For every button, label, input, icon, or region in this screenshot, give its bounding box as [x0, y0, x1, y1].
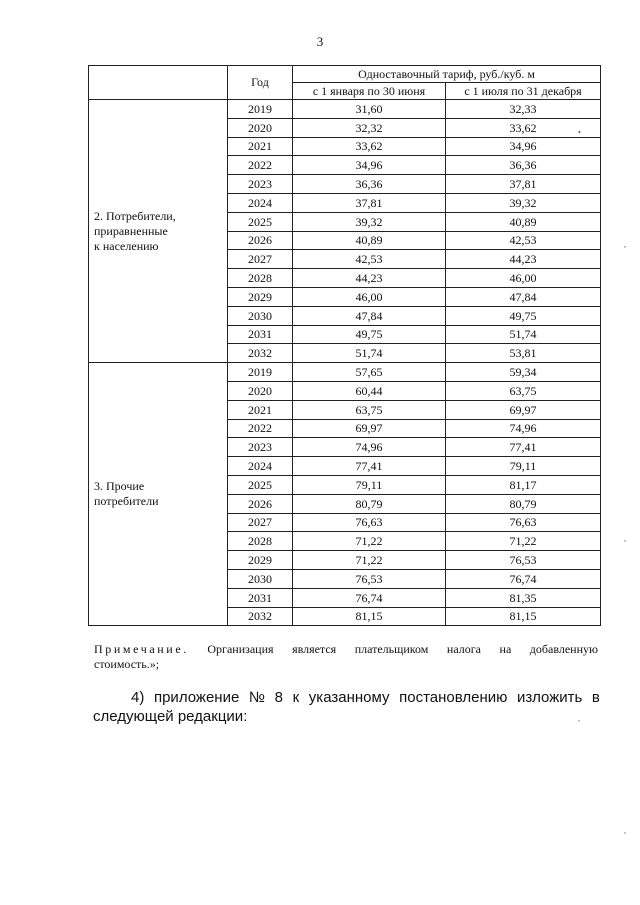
tariff-h2-cell: 69,97: [446, 400, 601, 419]
tariff-h1-cell: 71,22: [293, 551, 446, 570]
tariff-h2-cell: 46,00: [446, 269, 601, 288]
tariff-h2-cell: 36,36: [446, 156, 601, 175]
tariff-h2-cell: 32,33: [446, 100, 601, 119]
tariff-h1-cell: 42,53: [293, 250, 446, 269]
tariff-h1-cell: 71,22: [293, 532, 446, 551]
paragraph-word: №: [248, 689, 266, 706]
amendment-paragraph: [93, 688, 600, 726]
header-period-2: с 1 июля по 31 декабря: [446, 83, 601, 100]
tariff-h2-cell: 39,32: [446, 193, 601, 212]
header-year: Год: [228, 66, 293, 100]
page-number: 3: [316, 34, 324, 49]
scan-speck: ,: [624, 826, 626, 835]
consumer-group-label-line: к населению: [94, 238, 159, 253]
footnote-word: плательщиком: [354, 642, 429, 656]
tariff-h2-cell: 59,34: [446, 363, 601, 382]
tariff-h2-cell: 47,84: [446, 287, 601, 306]
year-cell: 2029: [228, 287, 293, 306]
consumer-group-label-line: 2. Потребители,: [94, 208, 176, 223]
year-cell: 2022: [228, 419, 293, 438]
table-body: [89, 100, 601, 626]
year-cell: 2025: [228, 475, 293, 494]
paragraph-word: указанному: [308, 689, 390, 706]
tariff-h1-cell: 57,65: [293, 363, 446, 382]
tariff-table: [88, 65, 601, 626]
tariff-h1-cell: 40,89: [293, 231, 446, 250]
tariff-h2-cell: 33,62: [446, 118, 601, 137]
year-cell: 2030: [228, 306, 293, 325]
tariff-h1-cell: 77,41: [293, 457, 446, 476]
year-cell: 2023: [228, 175, 293, 194]
year-cell: 2028: [228, 532, 293, 551]
year-cell: 2027: [228, 513, 293, 532]
year-cell: 2020: [228, 118, 293, 137]
tariff-h2-cell: 37,81: [446, 175, 601, 194]
scan-speck: ,: [578, 714, 580, 723]
year-cell: 2031: [228, 588, 293, 607]
year-cell: 2026: [228, 231, 293, 250]
tariff-h1-cell: 49,75: [293, 325, 446, 344]
tariff-h1-cell: 39,32: [293, 212, 446, 231]
consumer-group-label-line: 3. Прочие: [94, 479, 145, 494]
year-cell: 2021: [228, 400, 293, 419]
footnote-line-2: стоимость.»;: [94, 657, 160, 671]
tariff-h2-cell: 81,15: [446, 607, 601, 626]
tariff-h2-cell: 79,11: [446, 457, 601, 476]
tariff-h1-cell: 33,62: [293, 137, 446, 156]
scan-speck: ,: [624, 240, 626, 249]
paragraph-line-2: следующей редакции:: [93, 708, 248, 725]
consumer-group-label-line: потребители: [94, 494, 159, 509]
tariff-h1-cell: 74,96: [293, 438, 446, 457]
year-cell: 2019: [228, 100, 293, 119]
paragraph-word: изложить: [517, 689, 583, 706]
scan-speck: •: [578, 128, 581, 137]
table-row: [89, 100, 601, 119]
consumer-group-label-line: приравненные: [94, 223, 168, 238]
footnote-word: на: [499, 642, 512, 656]
tariff-h2-cell: 42,53: [446, 231, 601, 250]
year-cell: 2019: [228, 363, 293, 382]
year-cell: 2024: [228, 457, 293, 476]
tariff-h1-cell: 31,60: [293, 100, 446, 119]
table-header: [89, 66, 601, 100]
tariff-h2-cell: 53,81: [446, 344, 601, 363]
tariff-h1-cell: 69,97: [293, 419, 446, 438]
tariff-h1-cell: 81,15: [293, 607, 446, 626]
tariff-h1-cell: 44,23: [293, 269, 446, 288]
tariff-h1-cell: 63,75: [293, 400, 446, 419]
tariff-h1-cell: 32,32: [293, 118, 446, 137]
footnote-line-1: [94, 642, 598, 657]
tariff-h2-cell: 81,17: [446, 475, 601, 494]
year-cell: 2032: [228, 607, 293, 626]
paragraph-word: постановлению: [399, 689, 508, 706]
tariff-h2-cell: 76,63: [446, 513, 601, 532]
scan-speck: ,: [624, 534, 626, 543]
paragraph-word: к: [292, 689, 300, 706]
tariff-h1-cell: 76,53: [293, 569, 446, 588]
consumer-group-cell: [89, 363, 228, 626]
paragraph-line-1: [93, 688, 600, 707]
tariff-h1-cell: 47,84: [293, 306, 446, 325]
tariff-h2-cell: 76,74: [446, 569, 601, 588]
tariff-h1-cell: 76,74: [293, 588, 446, 607]
tariff-h2-cell: 80,79: [446, 494, 601, 513]
tariff-h1-cell: 46,00: [293, 287, 446, 306]
tariff-h1-cell: 76,63: [293, 513, 446, 532]
paragraph-word: 4): [131, 689, 145, 706]
footnote-word: налога: [446, 642, 482, 656]
year-cell: 2030: [228, 569, 293, 588]
tariff-h2-cell: 49,75: [446, 306, 601, 325]
year-cell: 2022: [228, 156, 293, 175]
tariff-h1-cell: 79,11: [293, 475, 446, 494]
consumer-group-cell: [89, 100, 228, 363]
tariff-h2-cell: 34,96: [446, 137, 601, 156]
year-cell: 2025: [228, 212, 293, 231]
tariff-h1-cell: 37,81: [293, 193, 446, 212]
year-cell: 2024: [228, 193, 293, 212]
footnote: [94, 642, 598, 672]
paragraph-word: приложение: [153, 689, 240, 706]
year-cell: 2028: [228, 269, 293, 288]
year-cell: 2026: [228, 494, 293, 513]
paragraph-word: в: [591, 689, 600, 706]
header-tariff: Одноставочный тариф, руб./куб. м: [293, 66, 601, 83]
tariff-h2-cell: 51,74: [446, 325, 601, 344]
tariff-h1-cell: 80,79: [293, 494, 446, 513]
tariff-h2-cell: 44,23: [446, 250, 601, 269]
footnote-word: Организация: [207, 642, 274, 656]
footnote-label: Примечание.: [94, 642, 189, 656]
year-cell: 2023: [228, 438, 293, 457]
tariff-h2-cell: 76,53: [446, 551, 601, 570]
year-cell: 2020: [228, 381, 293, 400]
tariff-h1-cell: 60,44: [293, 381, 446, 400]
footnote-word: добавленную: [529, 642, 598, 656]
year-cell: 2029: [228, 551, 293, 570]
tariff-h2-cell: 81,35: [446, 588, 601, 607]
tariff-h2-cell: 71,22: [446, 532, 601, 551]
table-row: [89, 363, 601, 382]
year-cell: 2021: [228, 137, 293, 156]
tariff-h1-cell: 36,36: [293, 175, 446, 194]
year-cell: 2027: [228, 250, 293, 269]
tariff-h2-cell: 40,89: [446, 212, 601, 231]
header-empty-cell: [89, 66, 228, 100]
tariff-h2-cell: 63,75: [446, 381, 601, 400]
header-period-1: с 1 января по 30 июня: [293, 83, 446, 100]
tariff-h1-cell: 51,74: [293, 344, 446, 363]
year-cell: 2031: [228, 325, 293, 344]
tariff-h2-cell: 74,96: [446, 419, 601, 438]
year-cell: 2032: [228, 344, 293, 363]
tariff-h1-cell: 34,96: [293, 156, 446, 175]
paragraph-word: 8: [274, 689, 283, 706]
footnote-word: является: [292, 642, 337, 656]
tariff-h2-cell: 77,41: [446, 438, 601, 457]
